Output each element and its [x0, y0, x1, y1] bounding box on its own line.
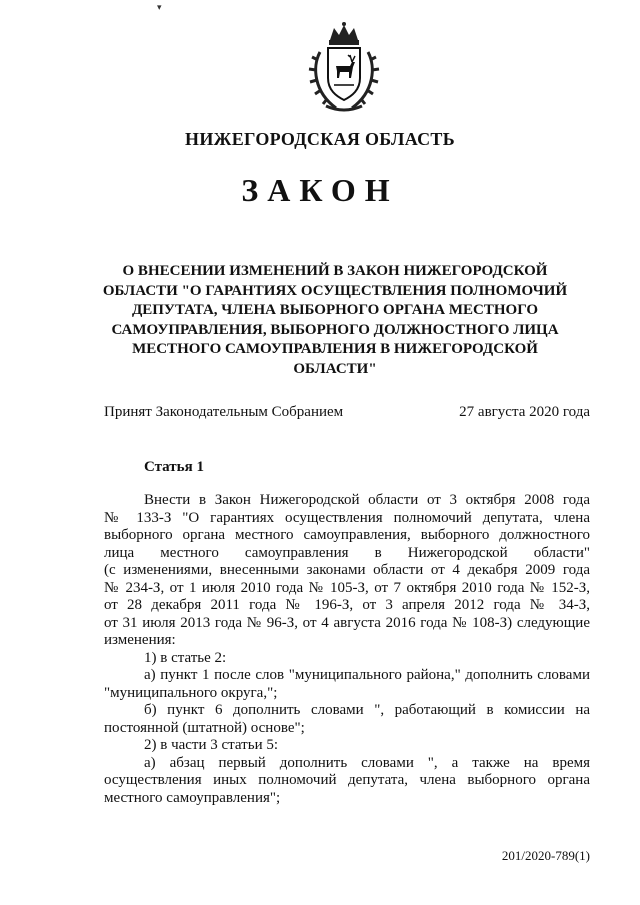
body-line: 1) в статье 2: — [144, 649, 227, 666]
law-title — [100, 262, 570, 379]
scan-mark: ▾ — [157, 2, 162, 12]
document-kind: ЗАКОН — [241, 172, 399, 208]
body-line: 2) в части 3 статьи 5: — [144, 737, 279, 753]
body-line: от 28 декабря 2011 года № 196-З, от 3 апреля 2012 года № 34-З, — [104, 597, 590, 613]
adoption-line — [104, 404, 590, 421]
region-heading: НИЖЕГОРОДСКАЯ ОБЛАСТЬ — [185, 129, 455, 149]
body-line: местного самоуправления"; — [104, 789, 281, 806]
adopted-date: 27 августа 2020 года — [459, 404, 590, 420]
body-line: осуществления иных полномочий депутата, члена выборного органа — [104, 772, 590, 788]
article-heading: Статья 1 — [144, 459, 204, 475]
coat-of-arms-icon — [306, 22, 382, 114]
title-line: О ВНЕСЕНИИ ИЗМЕНЕНИЙ В ЗАКОН НИЖЕГОРОДСКОЙ — [122, 263, 548, 279]
body-line: № 234-З, от 1 июля 2010 года № 105-З, от 7 октября 2010 года № 152-З, — [104, 579, 590, 596]
title-line: ДЕПУТАТА, ЧЛЕНА ВЫБОРНОГО ОРГАНА МЕСТНОГО — [131, 302, 539, 318]
body-line: № 133-З "О гарантиях осуществления полномочий депутата, члена — [104, 509, 590, 526]
body-line: б) пункт 6 дополнить словами ", работающий в комиссии на — [144, 702, 590, 718]
body-line: лица местного самоуправления в Нижегородской области" — [104, 544, 590, 561]
body-line: а) пункт 1 после слов "муниципального района," дополнить словами — [144, 667, 590, 683]
body-line: а) абзац первый дополнить словами ", а также на время — [144, 754, 590, 771]
title-line: МЕСТНОГО САМОУПРАВЛЕНИЯ В НИЖЕГОРОДСКОЙ — [132, 341, 538, 357]
body-line: от 31 июля 2013 года № 96-З, от 4 августа 2016 года № 108-З) следующие — [104, 614, 590, 631]
adopted-by: Принят Законодательным Собранием — [104, 404, 344, 420]
document-code: 201/2020-789(1) — [501, 848, 590, 863]
body-line: постоянной (штатной) основе"; — [104, 719, 305, 736]
article-body — [104, 492, 590, 807]
title-line: САМОУПРАВЛЕНИЯ, ВЫБОРНОГО ДОЛЖНОСТНОГО ЛИЦА — [111, 321, 559, 338]
body-line: Внести в Закон Нижегородской области от 3 октября 2008 года — [144, 492, 590, 508]
body-line: выборного органа местного самоуправления, выборного должностного — [104, 527, 590, 543]
body-line: "муниципального округа,"; — [104, 684, 278, 701]
body-line: (с изменениями, внесенными законами области от 4 декабря 2009 года — [104, 562, 590, 578]
title-line: ОБЛАСТИ "О ГАРАНТИЯХ ОСУЩЕСТВЛЕНИЯ ПОЛНОМОЧИЙ — [102, 282, 568, 299]
body-line: изменения: — [104, 632, 176, 648]
title-line: ОБЛАСТИ" — [293, 360, 377, 377]
